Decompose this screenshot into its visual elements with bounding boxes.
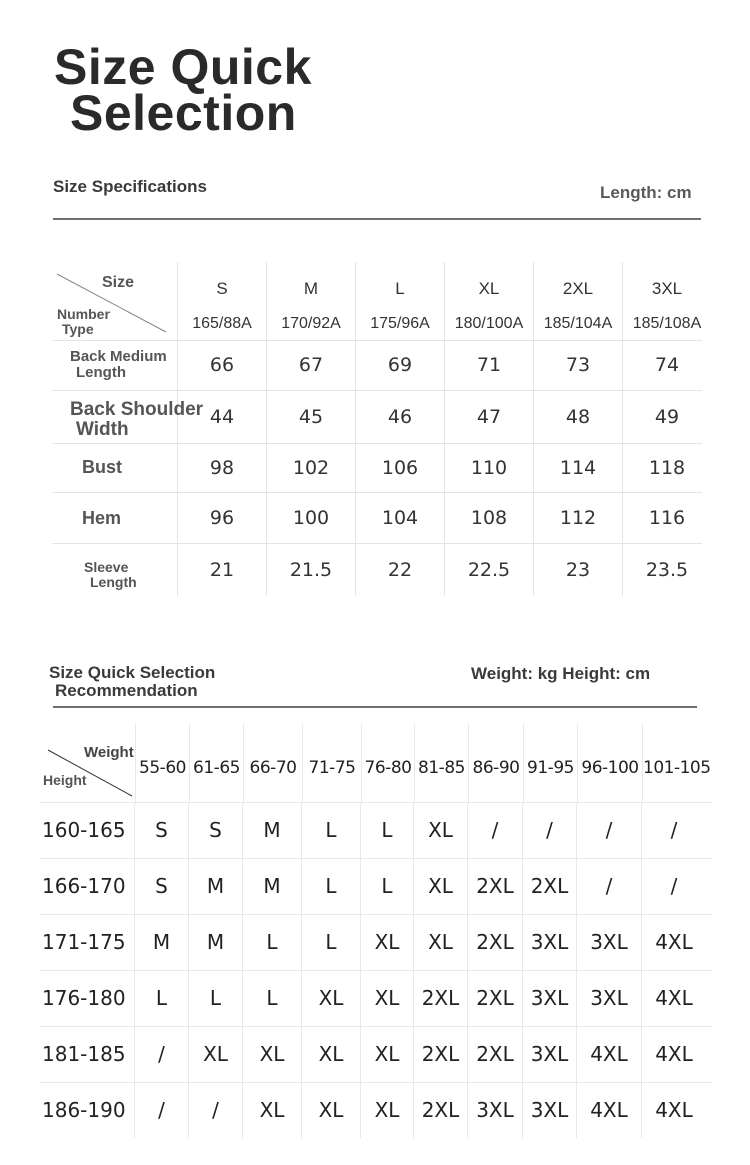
measurement-value: 21 — [178, 544, 267, 596]
measurement-value: 110 — [445, 444, 534, 492]
recommendation-label — [49, 664, 215, 700]
recommended-size-cell: XL — [302, 1027, 361, 1082]
recommended-size-cell: XL — [414, 859, 468, 914]
recommendation-body — [40, 803, 712, 1138]
height-row — [40, 1027, 712, 1083]
recommended-size-cell: 3XL — [523, 915, 577, 970]
recommended-size-cell: 2XL — [468, 971, 523, 1026]
weight-range-header: 76-80 — [362, 724, 415, 802]
recommended-size-cell: S — [189, 803, 243, 858]
size-label: XL — [478, 279, 500, 298]
number-type-label: 175/96A — [370, 315, 430, 332]
recommendation-header-row — [40, 724, 712, 803]
measurement-value: 108 — [445, 493, 534, 543]
measurement-value: 71 — [445, 341, 534, 390]
size-spec-row — [52, 444, 702, 493]
page-title-line-1: Size Quick — [54, 39, 312, 95]
measurement-label-line-2: Length — [76, 364, 126, 381]
recommended-size-cell: / — [577, 803, 642, 858]
recommended-size-cell: 3XL — [468, 1083, 523, 1138]
size-label: 2XL — [562, 279, 594, 298]
size-spec-row — [52, 493, 702, 544]
size-col-2xl — [534, 262, 623, 340]
size-spec-row — [52, 341, 702, 391]
measurement-label-line-2: Length — [90, 574, 137, 590]
recommended-size-cell: L — [189, 971, 243, 1026]
recommended-size-cell: 2XL — [523, 859, 577, 914]
measurement-value: 21.5 — [267, 544, 356, 596]
recommended-size-cell: 4XL — [655, 986, 693, 1010]
measurement-value: 67 — [267, 341, 356, 390]
weight-range-header: 86-90 — [469, 724, 524, 802]
recommended-size-cell: / — [189, 1083, 243, 1138]
measurement-label — [82, 458, 122, 477]
recommendation-label-line-1: Size Quick Selection — [49, 663, 216, 682]
weight-range-header: 55-60 — [136, 724, 190, 802]
recommended-size-cell: S — [135, 803, 189, 858]
measurement-value: 45 — [267, 391, 356, 443]
recommended-size-cell: 3XL — [523, 1027, 577, 1082]
measurement-label — [70, 349, 167, 381]
recommended-size-cell: L — [361, 803, 414, 858]
recommended-size-cell: M — [135, 915, 189, 970]
measurement-label-line-1: Back Shoulder — [70, 399, 204, 420]
recommended-size-cell: XL — [414, 915, 468, 970]
measurement-value: 23 — [534, 544, 623, 596]
measurement-label — [70, 400, 203, 440]
recommended-size-cell: 3XL — [577, 971, 642, 1026]
measurement-value: 49 — [654, 406, 680, 428]
length-unit-label: Length: cm — [600, 183, 692, 202]
size-spec-row-header — [52, 444, 178, 492]
measurement-value: 74 — [654, 354, 680, 376]
measurement-label — [82, 509, 121, 528]
recommended-size-cell: L — [302, 915, 361, 970]
number-type-label: 185/108A — [632, 315, 702, 332]
size-label: L — [395, 279, 405, 298]
measurement-value: 104 — [356, 493, 445, 543]
recommended-size-cell: L — [302, 803, 361, 858]
number-type-label: 165/88A — [192, 315, 252, 332]
recommended-size-cell: 3XL — [577, 915, 642, 970]
recommendation-label-line-2: Recommendation — [55, 681, 198, 700]
size-spec-body — [52, 341, 702, 596]
measurement-label-line-1: Back Medium — [70, 348, 167, 365]
height-row — [40, 1083, 712, 1138]
recommended-size-cell: L — [302, 859, 361, 914]
measurement-value: 100 — [267, 493, 356, 543]
size-col-m — [267, 262, 356, 340]
recommended-size-cell: / — [670, 874, 678, 898]
section-divider — [53, 218, 701, 220]
recommended-size-cell: M — [243, 803, 302, 858]
recommended-size-cell: / — [670, 818, 678, 842]
recommended-size-cell: 3XL — [523, 971, 577, 1026]
recommended-size-cell: XL — [302, 971, 361, 1026]
measurement-value: 112 — [534, 493, 623, 543]
measurement-value: 116 — [648, 507, 686, 529]
measurement-value: 118 — [648, 457, 686, 479]
height-row — [40, 915, 712, 971]
height-range-label: 186-190 — [40, 1083, 135, 1138]
recommended-size-cell: XL — [361, 915, 414, 970]
measurement-label-line-1: Sleeve — [84, 559, 129, 575]
measurement-value: 46 — [356, 391, 445, 443]
size-col-l — [356, 262, 445, 340]
size-spec-row-header — [52, 341, 178, 390]
recommendation-corner-cell — [40, 724, 136, 802]
recommended-size-cell: 4XL — [655, 930, 693, 954]
recommended-size-cell: M — [243, 859, 302, 914]
size-col-xl — [445, 262, 534, 340]
corner-size-label: Size — [102, 274, 135, 291]
size-recommendation-table — [40, 724, 712, 1138]
recommended-size-cell: L — [243, 915, 302, 970]
height-row — [40, 859, 712, 915]
weight-range-header: 91-95 — [524, 724, 578, 802]
recommended-size-cell: XL — [243, 1083, 302, 1138]
recommended-size-cell: 4XL — [577, 1027, 642, 1082]
recommended-size-cell: 2XL — [468, 1027, 523, 1082]
recommended-size-cell: 4XL — [577, 1083, 642, 1138]
diagonal-divider — [40, 724, 135, 802]
weight-range-header: 96-100 — [578, 724, 643, 802]
measurement-value: 114 — [534, 444, 623, 492]
recommended-size-cell: XL — [243, 1027, 302, 1082]
number-type-label: 180/100A — [454, 315, 524, 332]
measurement-value: 22.5 — [445, 544, 534, 596]
recommended-size-cell: / — [468, 803, 523, 858]
recommended-size-cell: XL — [361, 1083, 414, 1138]
size-specifications-label: Size Specifications — [53, 177, 207, 196]
measurement-value: 98 — [178, 444, 267, 492]
recommended-size-cell: L — [135, 971, 189, 1026]
height-range-label: 166-170 — [40, 859, 135, 914]
recommended-size-cell: XL — [361, 971, 414, 1026]
measurement-label — [84, 560, 137, 590]
measurement-label-line-2: Width — [76, 419, 129, 440]
recommended-size-cell: M — [189, 915, 243, 970]
height-range-label: 176-180 — [40, 971, 135, 1026]
measurement-value: 44 — [178, 391, 267, 443]
corner-number-type-label — [57, 307, 110, 337]
size-spec-row-header — [52, 391, 204, 443]
weight-range-header: 61-65 — [190, 724, 244, 802]
recommended-size-cell: 2XL — [414, 1083, 468, 1138]
recommended-size-cell: 4XL — [655, 1098, 693, 1122]
size-spec-corner-cell — [52, 262, 178, 340]
recommended-size-cell: 2XL — [468, 859, 523, 914]
weight-range-header: 71-75 — [303, 724, 362, 802]
size-spec-row — [52, 391, 702, 444]
size-spec-row-header — [52, 544, 178, 596]
corner-weight-label: Weight — [84, 744, 134, 761]
recommended-size-cell: L — [243, 971, 302, 1026]
size-label: S — [216, 279, 228, 298]
height-row — [40, 803, 712, 859]
measurement-value: 66 — [178, 341, 267, 390]
size-spec-table — [52, 262, 702, 596]
recommended-size-cell: S — [135, 859, 189, 914]
weight-range-header: 66-70 — [244, 724, 303, 802]
measurement-value: 47 — [445, 391, 534, 443]
size-col-3xl — [623, 262, 711, 340]
recommended-size-cell: / — [135, 1027, 189, 1082]
measurement-label-line-1: Hem — [82, 508, 122, 528]
measurement-value: 73 — [534, 341, 623, 390]
recommended-size-cell: L — [361, 859, 414, 914]
size-label: M — [303, 279, 319, 298]
height-range-label: 171-175 — [40, 915, 135, 970]
measurement-value: 102 — [267, 444, 356, 492]
recommended-size-cell: / — [135, 1083, 189, 1138]
recommended-size-cell: XL — [302, 1083, 361, 1138]
corner-type-text: Type — [62, 321, 94, 337]
size-label: 3XL — [651, 279, 683, 298]
corner-height-label: Height — [43, 772, 87, 788]
recommended-size-cell: 2XL — [414, 971, 468, 1026]
weight-range-header: 81-85 — [415, 724, 469, 802]
recommended-size-cell: XL — [189, 1027, 243, 1082]
recommended-size-cell: / — [577, 859, 642, 914]
recommended-size-cell: 2XL — [414, 1027, 468, 1082]
measurement-value: 22 — [356, 544, 445, 596]
height-range-label: 181-185 — [40, 1027, 135, 1082]
size-spec-header-row — [52, 262, 702, 341]
recommended-size-cell: / — [523, 803, 577, 858]
number-type-label: 170/92A — [281, 315, 341, 332]
section-divider — [53, 706, 697, 708]
measurement-value: 106 — [356, 444, 445, 492]
size-col-s — [178, 262, 267, 340]
weight-range-header: 101-105 — [643, 758, 711, 778]
measurement-value: 48 — [534, 391, 623, 443]
number-type-label: 185/104A — [543, 315, 613, 332]
corner-number-text: Number — [57, 306, 110, 322]
measurement-value: 96 — [178, 493, 267, 543]
size-spec-row — [52, 544, 702, 596]
size-spec-row-header — [52, 493, 178, 543]
recommended-size-cell: XL — [414, 803, 468, 858]
height-range-label: 160-165 — [40, 803, 135, 858]
height-row — [40, 971, 712, 1027]
measurement-label-line-1: Bust — [82, 457, 122, 477]
recommended-size-cell: 2XL — [468, 915, 523, 970]
recommended-size-cell: XL — [361, 1027, 414, 1082]
page-title — [54, 39, 312, 141]
page-title-line-2: Selection — [70, 85, 297, 141]
weight-height-unit-label: Weight: kg Height: cm — [471, 664, 651, 683]
recommended-size-cell: 4XL — [655, 1042, 693, 1066]
recommended-size-cell: 3XL — [523, 1083, 577, 1138]
recommended-size-cell: M — [189, 859, 243, 914]
measurement-value: 69 — [356, 341, 445, 390]
measurement-value: 23.5 — [645, 559, 689, 581]
